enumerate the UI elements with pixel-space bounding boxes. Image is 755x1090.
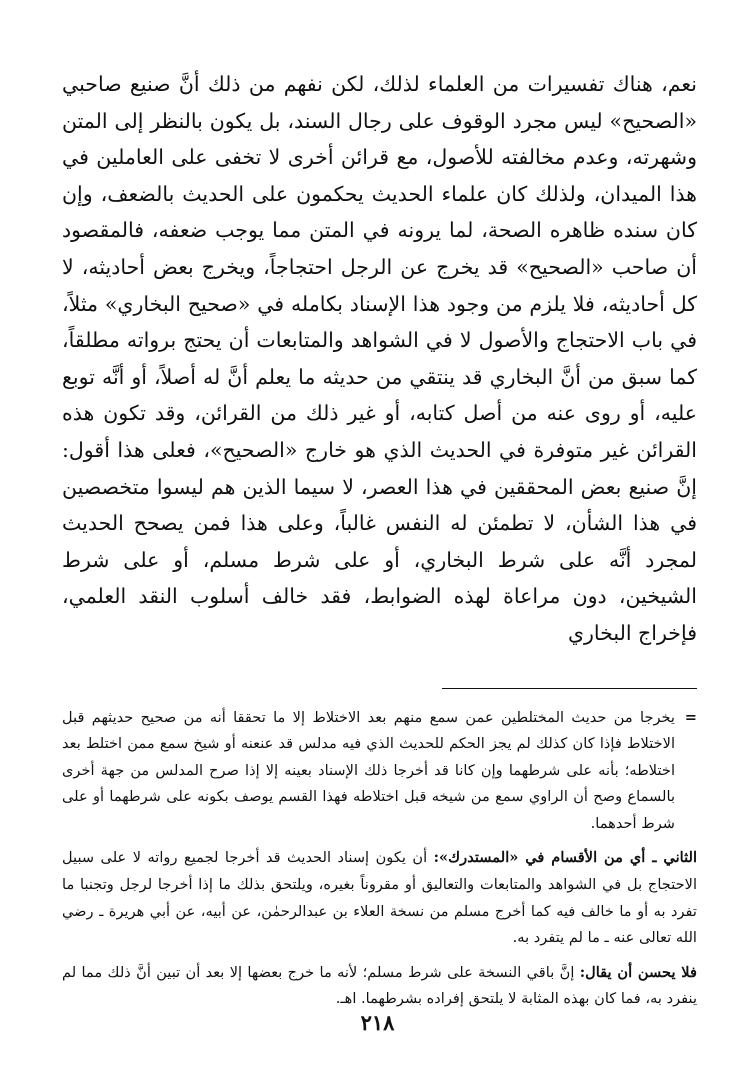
footnote-continued bbox=[62, 705, 697, 838]
main-paragraph: نعم، هناك تفسيرات من العلماء لذلك، لكن نفهم من ذلك أنَّ صنيع صاحبي «الصحيح» ليس مجرد الوقوف على رجال السند، بل يكون بالنظر إلى المتن وشهرته، وعدم مخالفته للأصول، مع قرائن أخرى لا تخفى على العاملين في هذا الميدان، ولذلك كان علماء الحديث يحكمون على الحديث بالضعف، وإن كان سنده ظاهره الصحة، لما يرونه في المتن مما يوجب ضعفه، فالمقصود أن صاحب «الصحيح» قد يخرج عن الرجل احتجاجاً، ويخرج بعض أحاديثه، لا كل أحاديثه، فلا يلزم من وجود هذا الإسناد بكامله في «صحيح البخاري» مثلاً، في باب الاحتجاج والأصول لا في الشواهد والمتابعات أن يحتج برواته مطلقاً، كما سبق من أنَّ البخاري قد ينتقي من حديثه ما يعلم أنَّ له أصلاً، أو أنَّه توبع عليه، أو روى عنه من أصل كتابه، أو غير ذلك من القرائن، وقد تكون هذه القرائن غير متوفرة في الحديث الذي هو خارج «الصحيح»، فعلى هذا أقول: إنَّ صنيع بعض المحققين في هذا العصر، لا سيما الذين هم ليسوا متخصصين في هذا الشأن، لا تطمئن له النفس غالباً، وعلى هذا فمن يصحح الحديث لمجرد أنَّه على شرط البخاري، أو على شرط مسلم، أو على شرط الشيخين، دون مراعاة لهذه الضوابط، فقد خالف أسلوب النقد العلمي، فإخراج البخاري bbox=[62, 72, 697, 645]
footnote-third-lead: فلا يحسن أن يقال: bbox=[579, 963, 697, 981]
continuation-mark: = bbox=[684, 708, 697, 726]
footnote-third bbox=[62, 960, 697, 1013]
footnote-second bbox=[62, 845, 697, 951]
footnote-second-lead: الثاني ـ أي من الأقسام في «المستدرك»: bbox=[433, 849, 698, 867]
footnotes bbox=[62, 705, 697, 1014]
footnote-second-text: أن يكون إسناد الحديث قد أخرجا لجميع رواته لا على سبيل الاحتجاج بل في الشواهد والمتابعات والتعاليق أو مقروناً بغيره، ويلتحق بذلك ما إذا أخرجا لرجل وتجنبا ما تفرد به أو ما خالف فيه كما أخرج مسلم من نسخة العلاء بن عبدالرحمٰن، عن أبيه، عن أبي هريرة ـ رضي الله تعالى عنه ـ ما لم يتفرد به. bbox=[62, 849, 697, 947]
page-number: ٢١٨ bbox=[360, 1010, 395, 1035]
footnote-third-text: إنَّ باقي النسخة على شرط مسلم؛ لأنه ما خرج بعضها إلا بعد أن تبين أنَّ ذلك مما لم ينفرد به، فما كان بهذه المثابة لا يلتحق إفراده بشرطهما. اهـ. bbox=[62, 963, 697, 1008]
footnote-continued-text: يخرجا من حديث المختلطين عمن سمع منهم بعد الاختلاط إلا ما تحققا أنه من صحيح حديثهم قبل الاختلاط فإذا كان كذلك لم يجز الحكم للحديث الذي فيه مدلس قد عنعنه أو شيخ سمع ممن اختلط بعد اختلاطه؛ بأنه على شرطهما وإن كانا قد أخرجا ذلك الإسناد بعينه إلا إذا صرح المدلس من جهة أخرى بالسماع وصح أن الراوي سمع من شيخه قبل اختلاطه فهذا القسم يوصف بكونه على شرطهما أو على شرط أحدهما. bbox=[62, 708, 675, 832]
footnote-separator bbox=[442, 688, 697, 689]
